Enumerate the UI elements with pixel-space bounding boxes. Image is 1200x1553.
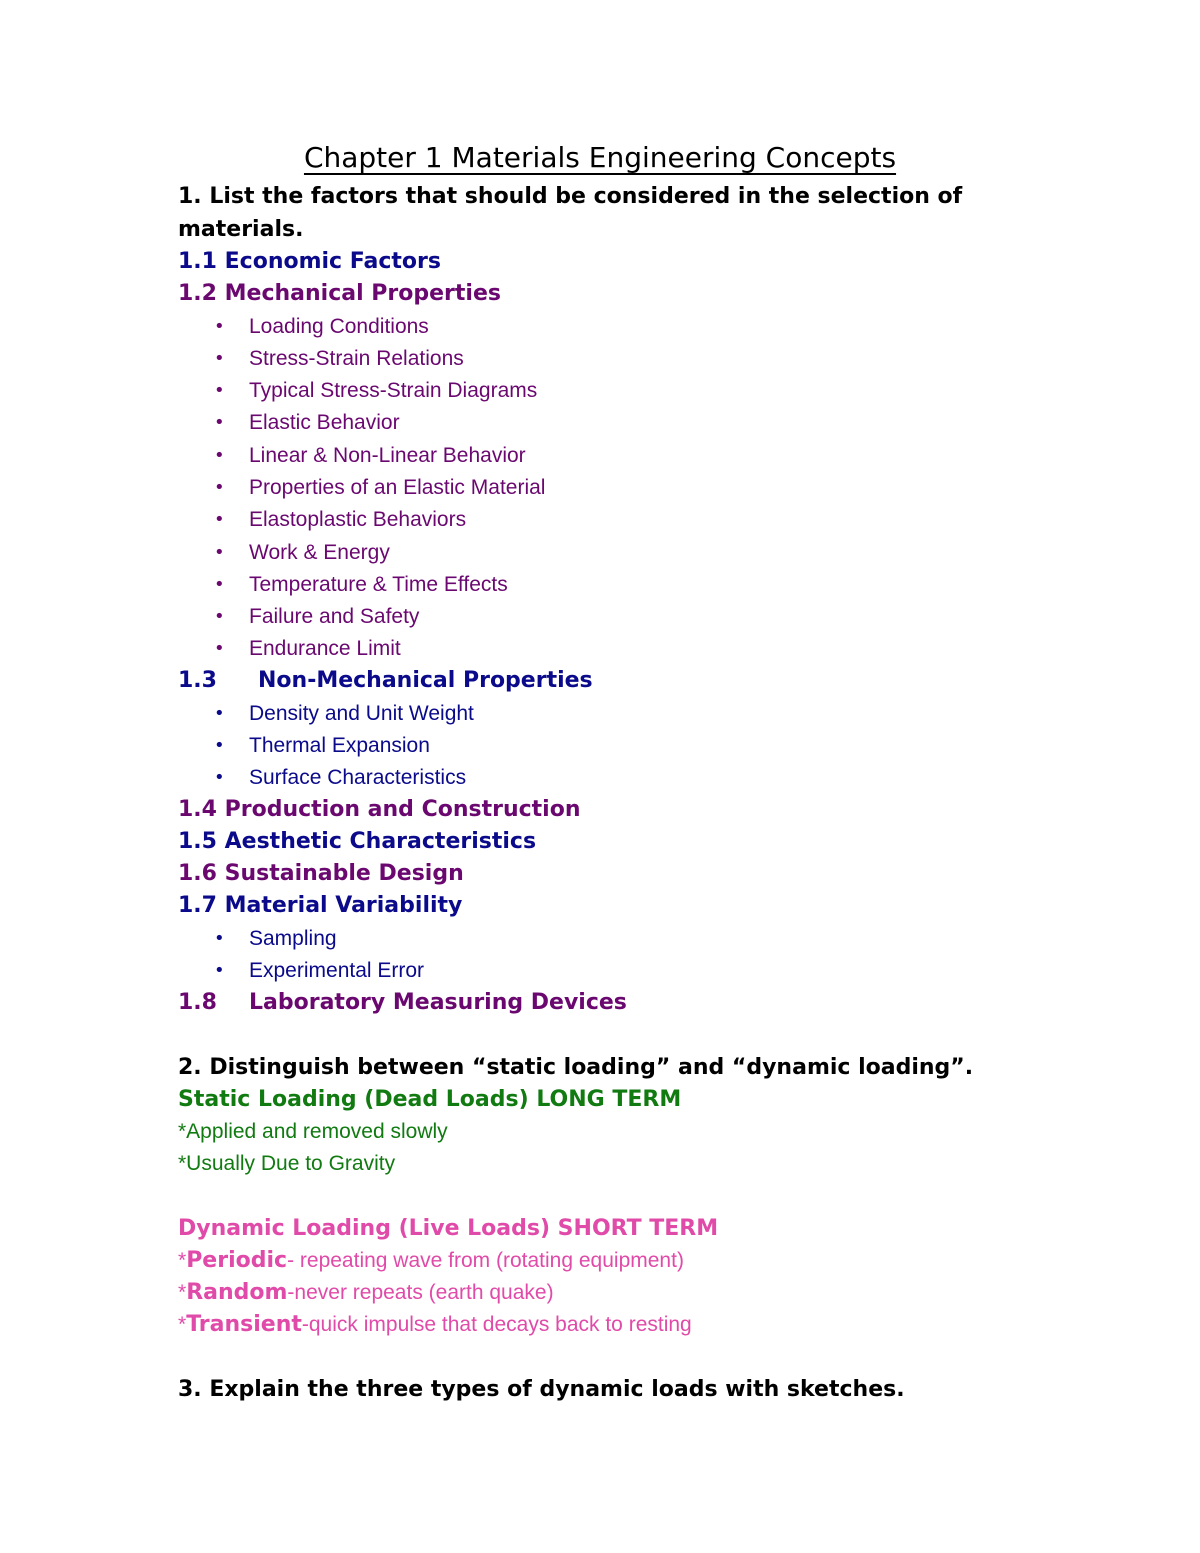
definition: -quick impulse that decays back to resting bbox=[301, 1313, 692, 1336]
static-loading-line: *Usually Due to Gravity bbox=[178, 1152, 396, 1175]
bullet-dot-icon: • bbox=[214, 960, 225, 981]
bullet-dot-icon: • bbox=[214, 606, 225, 627]
bullet-dot-icon: • bbox=[214, 638, 225, 659]
section-1-8-number: 1.8 bbox=[178, 990, 217, 1015]
term-random: Random bbox=[186, 1280, 288, 1305]
asterisk: * bbox=[178, 1281, 187, 1304]
bullet-dot-icon: • bbox=[214, 574, 225, 595]
bullet-dot-icon: • bbox=[214, 703, 225, 724]
list-item: Failure and Safety bbox=[249, 605, 420, 628]
list-item: Temperature & Time Effects bbox=[249, 573, 508, 596]
bullet-dot-icon: • bbox=[214, 928, 225, 949]
list-item: Surface Characteristics bbox=[249, 766, 467, 789]
static-loading-heading: Static Loading (Dead Loads) LONG TERM bbox=[178, 1087, 682, 1112]
term-transient: Transient bbox=[186, 1312, 302, 1337]
page-title: Chapter 1 Materials Engineering Concepts bbox=[303, 141, 897, 174]
section-1-5-heading: 1.5 Aesthetic Characteristics bbox=[178, 829, 537, 854]
asterisk: * bbox=[178, 1313, 187, 1336]
list-item: Thermal Expansion bbox=[249, 734, 430, 757]
asterisk: * bbox=[178, 1249, 187, 1272]
static-loading-line: *Applied and removed slowly bbox=[178, 1120, 448, 1143]
bullet-dot-icon: • bbox=[214, 445, 225, 466]
definition: - repeating wave from (rotating equipment) bbox=[287, 1249, 684, 1272]
question-1-line-2: materials. bbox=[178, 217, 304, 242]
list-item: Typical Stress-Strain Diagrams bbox=[249, 379, 538, 402]
list-item: Loading Conditions bbox=[249, 315, 429, 338]
dynamic-loading-line-random bbox=[178, 1282, 554, 1304]
bullet-dot-icon: • bbox=[214, 509, 225, 530]
list-item: Density and Unit Weight bbox=[249, 702, 474, 725]
list-item: Elastic Behavior bbox=[249, 411, 400, 434]
bullet-dot-icon: • bbox=[214, 735, 225, 756]
question-2: 2. Distinguish between “static loading” and “dynamic loading”. bbox=[178, 1055, 974, 1080]
section-1-3-heading: Non-Mechanical Properties bbox=[258, 668, 593, 693]
section-1-2-heading: 1.2 Mechanical Properties bbox=[178, 281, 501, 306]
list-item: Endurance Limit bbox=[249, 637, 401, 660]
section-1-4-heading: 1.4 Production and Construction bbox=[178, 797, 581, 822]
dynamic-loading-line-periodic bbox=[178, 1250, 684, 1272]
list-item: Properties of an Elastic Material bbox=[249, 476, 546, 499]
bullet-dot-icon: • bbox=[214, 348, 225, 369]
section-1-7-heading: 1.7 Material Variability bbox=[178, 893, 463, 918]
section-1-8-heading: Laboratory Measuring Devices bbox=[249, 990, 627, 1015]
bullet-dot-icon: • bbox=[214, 412, 225, 433]
section-1-6-heading: 1.6 Sustainable Design bbox=[178, 861, 464, 886]
bullet-dot-icon: • bbox=[214, 380, 225, 401]
list-item: Experimental Error bbox=[249, 959, 425, 982]
section-1-1-heading: 1.1 Economic Factors bbox=[178, 249, 441, 274]
list-item: Sampling bbox=[249, 927, 337, 950]
question-3: 3. Explain the three types of dynamic loads with sketches. bbox=[178, 1377, 905, 1402]
list-item: Stress-Strain Relations bbox=[249, 347, 464, 370]
bullet-dot-icon: • bbox=[214, 477, 225, 498]
bullet-dot-icon: • bbox=[214, 767, 225, 788]
definition: -never repeats (earth quake) bbox=[287, 1281, 554, 1304]
list-item: Linear & Non-Linear Behavior bbox=[249, 444, 526, 467]
term-periodic: Periodic bbox=[186, 1248, 288, 1273]
list-item: Work & Energy bbox=[249, 541, 390, 564]
section-1-3-number: 1.3 bbox=[178, 668, 217, 693]
dynamic-loading-heading: Dynamic Loading (Live Loads) SHORT TERM bbox=[178, 1216, 719, 1241]
question-1-line-1: 1. List the factors that should be considered in the selection of bbox=[178, 184, 963, 209]
bullet-dot-icon: • bbox=[214, 316, 225, 337]
bullet-dot-icon: • bbox=[214, 542, 225, 563]
list-item: Elastoplastic Behaviors bbox=[249, 508, 467, 531]
dynamic-loading-line-transient bbox=[178, 1314, 692, 1336]
